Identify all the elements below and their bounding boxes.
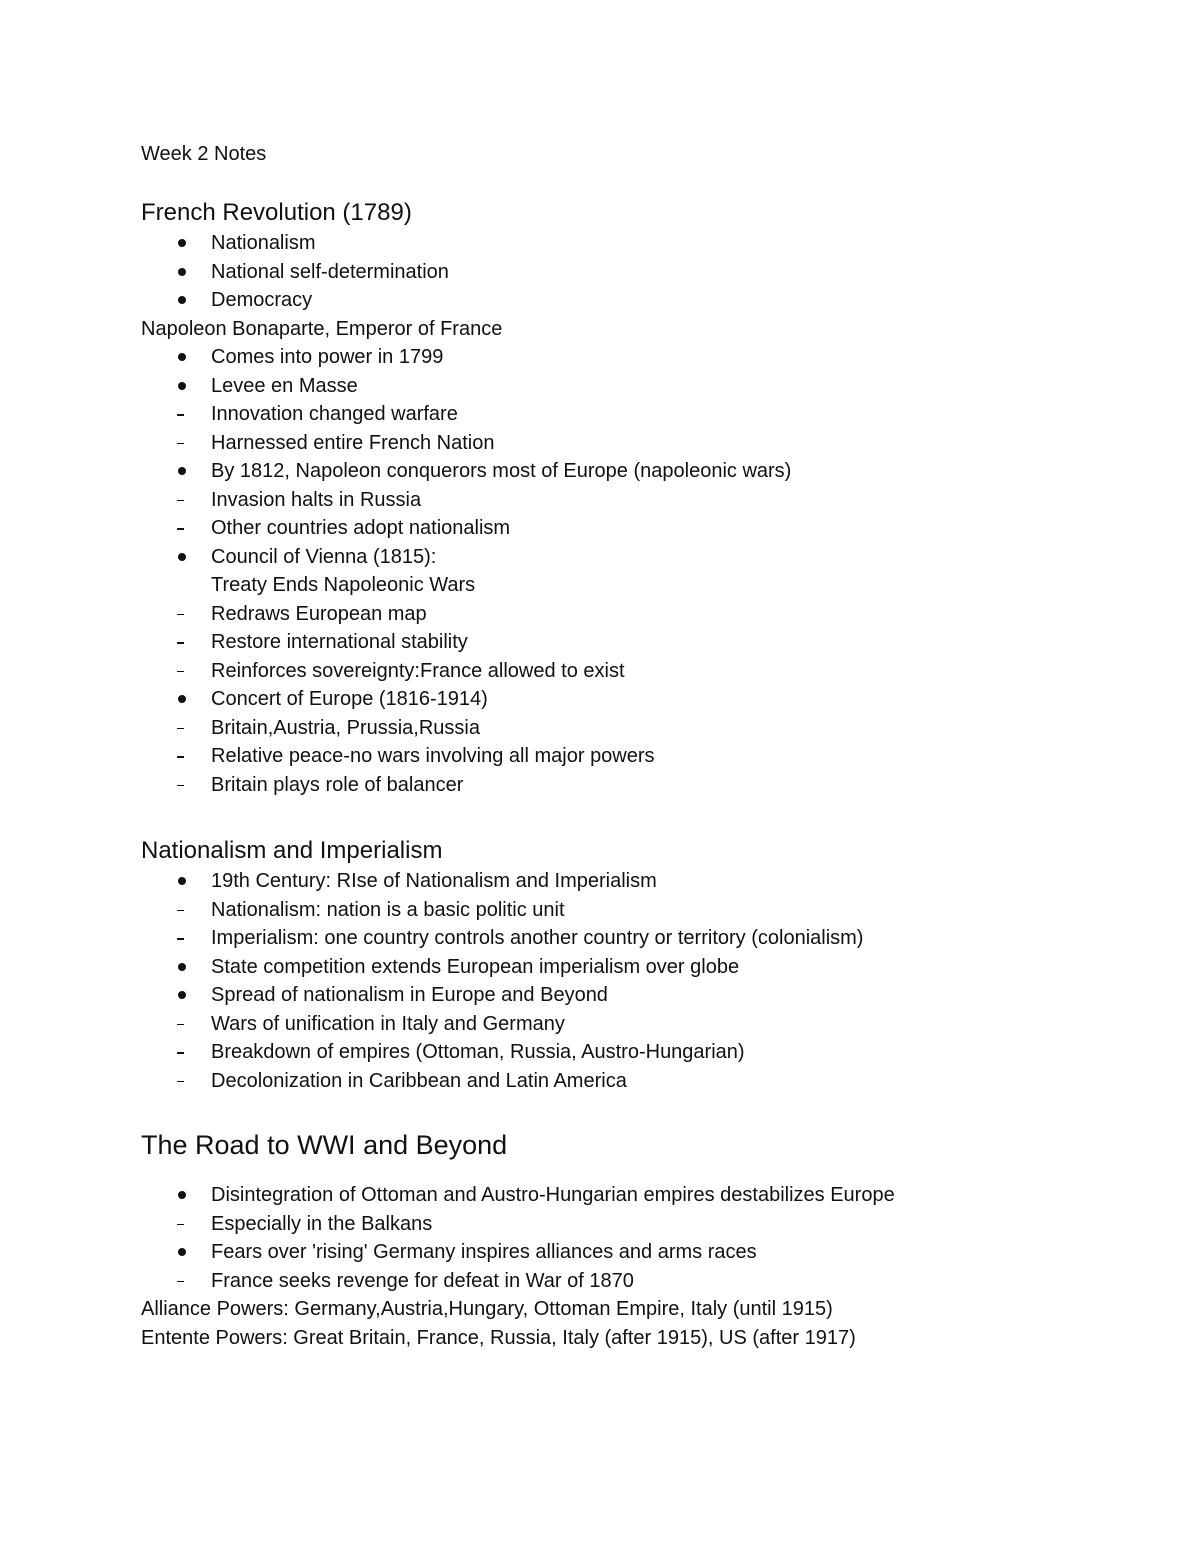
dash-icon — [175, 429, 189, 458]
list-item — [141, 514, 1141, 543]
dash-icon — [175, 896, 189, 925]
document-body — [141, 139, 1141, 1352]
section-list-nationalism-imperialism — [141, 867, 1141, 1095]
list-item — [141, 486, 1141, 515]
list-item-text: Imperialism: one country controls another country or territory (colonialism) — [211, 927, 864, 949]
list-item-text: Reinforces sovereignty:France allowed to exist — [211, 659, 625, 682]
list-item-text: 19th Century: RIse of Nationalism and Imperialism — [211, 870, 657, 892]
dash-icon — [175, 1267, 189, 1296]
list-item-text: Decolonization in Caribbean and Latin America — [211, 1069, 627, 1092]
list-item-text: Treaty Ends Napoleonic Wars — [211, 574, 476, 596]
list-item-text: By 1812, Napoleon conquerors most of Europe (napoleonic wars) — [211, 460, 792, 482]
dash-icon — [175, 924, 189, 953]
bullet-icon — [175, 981, 189, 1010]
paragraph-line — [141, 1295, 1141, 1324]
list-item — [141, 229, 1141, 258]
list-item-text: Levee en Masse — [211, 374, 358, 397]
list-item — [141, 457, 1141, 486]
dash-icon — [175, 628, 189, 657]
list-item-text: Relative peace-no wars involving all major powers — [211, 745, 655, 767]
list-item-text: Napoleon Bonaparte, Emperor of France — [141, 317, 503, 340]
dash-icon — [175, 1038, 189, 1067]
list-item — [141, 1010, 1141, 1039]
list-item-text: Breakdown of empires (Ottoman, Russia, Austro-Hungarian) — [211, 1041, 745, 1063]
section-list-road-to-wwi — [141, 1181, 1141, 1352]
list-item-text: Comes into power in 1799 — [211, 346, 444, 368]
bullet-icon — [175, 1181, 189, 1210]
list-item — [141, 924, 1141, 953]
dash-icon — [175, 1067, 189, 1096]
list-item-text: Other countries adopt nationalism — [211, 517, 511, 539]
list-item-text: Entente Powers: Great Britain, France, Russia, Italy (after 1915), US (after 1917) — [141, 1326, 856, 1349]
bullet-icon — [175, 543, 189, 572]
bullet-icon — [175, 229, 189, 258]
list-item-text: Britain plays role of balancer — [211, 773, 464, 796]
bullet-icon — [175, 867, 189, 896]
list-item-text: Wars of unification in Italy and Germany — [211, 1012, 565, 1035]
list-item — [141, 1267, 1141, 1296]
paragraph-line — [141, 315, 1141, 344]
bullet-icon — [175, 457, 189, 486]
list-item — [141, 714, 1141, 743]
list-item — [141, 981, 1141, 1010]
dash-icon — [175, 771, 189, 800]
list-item — [141, 742, 1141, 771]
list-item — [141, 1238, 1141, 1267]
indent-spacer — [175, 571, 189, 600]
list-item-text: Nationalism — [211, 232, 316, 254]
list-item — [141, 628, 1141, 657]
dash-icon — [175, 514, 189, 543]
list-item — [141, 372, 1141, 401]
list-item-text: Fears over 'rising' Germany inspires alliances and arms races — [211, 1241, 757, 1263]
list-item — [141, 657, 1141, 686]
list-item — [141, 771, 1141, 800]
list-item — [141, 953, 1141, 982]
list-item — [141, 1210, 1141, 1239]
list-item — [141, 286, 1141, 315]
section-heading-french-revolution: French Revolution (1789) — [141, 199, 412, 226]
list-item — [141, 600, 1141, 629]
list-item-text: Invasion halts in Russia — [211, 488, 422, 511]
list-item-text: Democracy — [211, 289, 313, 311]
dash-icon — [175, 400, 189, 429]
list-item — [141, 400, 1141, 429]
section-heading-nationalism-imperialism: Nationalism and Imperialism — [141, 837, 443, 864]
list-item — [141, 1067, 1141, 1096]
list-item — [141, 1181, 1141, 1210]
bullet-icon — [175, 953, 189, 982]
list-item-text: National self-determination — [211, 260, 449, 283]
list-item-text: Especially in the Balkans — [211, 1212, 433, 1235]
dash-icon — [175, 1210, 189, 1239]
list-item-text: Harnessed entire French Nation — [211, 431, 495, 454]
list-item-text: Redraws European map — [211, 602, 427, 625]
bullet-icon — [175, 372, 189, 401]
list-item-text: France seeks revenge for defeat in War of 1870 — [211, 1269, 634, 1292]
dash-icon — [175, 657, 189, 686]
dash-icon — [175, 600, 189, 629]
list-item-text: Disintegration of Ottoman and Austro-Hungarian empires destabilizes Europe — [211, 1184, 895, 1206]
list-item — [141, 571, 1141, 600]
list-item — [141, 429, 1141, 458]
list-item — [141, 1038, 1141, 1067]
list-item — [141, 896, 1141, 925]
list-item-text: Concert of Europe (1816-1914) — [211, 688, 488, 710]
list-item-text: Innovation changed warfare — [211, 403, 458, 425]
list-item — [141, 867, 1141, 896]
dash-icon — [175, 486, 189, 515]
list-item-text: Restore international stability — [211, 631, 468, 653]
list-item — [141, 258, 1141, 287]
list-item — [141, 343, 1141, 372]
list-item-text: Nationalism: nation is a basic politic unit — [211, 898, 565, 921]
list-item-text: State competition extends European imperialism over globe — [211, 955, 740, 978]
section-heading-road-to-wwi: The Road to WWI and Beyond — [141, 1130, 508, 1160]
list-item — [141, 543, 1141, 572]
list-item-text: Alliance Powers: Germany,Austria,Hungary, Ottoman Empire, Italy (until 1915) — [141, 1298, 833, 1320]
list-item — [141, 685, 1141, 714]
bullet-icon — [175, 258, 189, 287]
dash-icon — [175, 714, 189, 743]
list-item-text: Spread of nationalism in Europe and Beyond — [211, 984, 608, 1006]
dash-icon — [175, 742, 189, 771]
bullet-icon — [175, 286, 189, 315]
list-item-text: Britain,Austria, Prussia,Russia — [211, 716, 480, 739]
bullet-icon — [175, 1238, 189, 1267]
bullet-icon — [175, 685, 189, 714]
paragraph-line — [141, 1324, 1141, 1353]
bullet-icon — [175, 343, 189, 372]
document-title: Week 2 Notes — [141, 143, 267, 165]
section-list-french-revolution — [141, 229, 1141, 799]
list-item-text: Council of Vienna (1815): — [211, 545, 437, 568]
dash-icon — [175, 1010, 189, 1039]
